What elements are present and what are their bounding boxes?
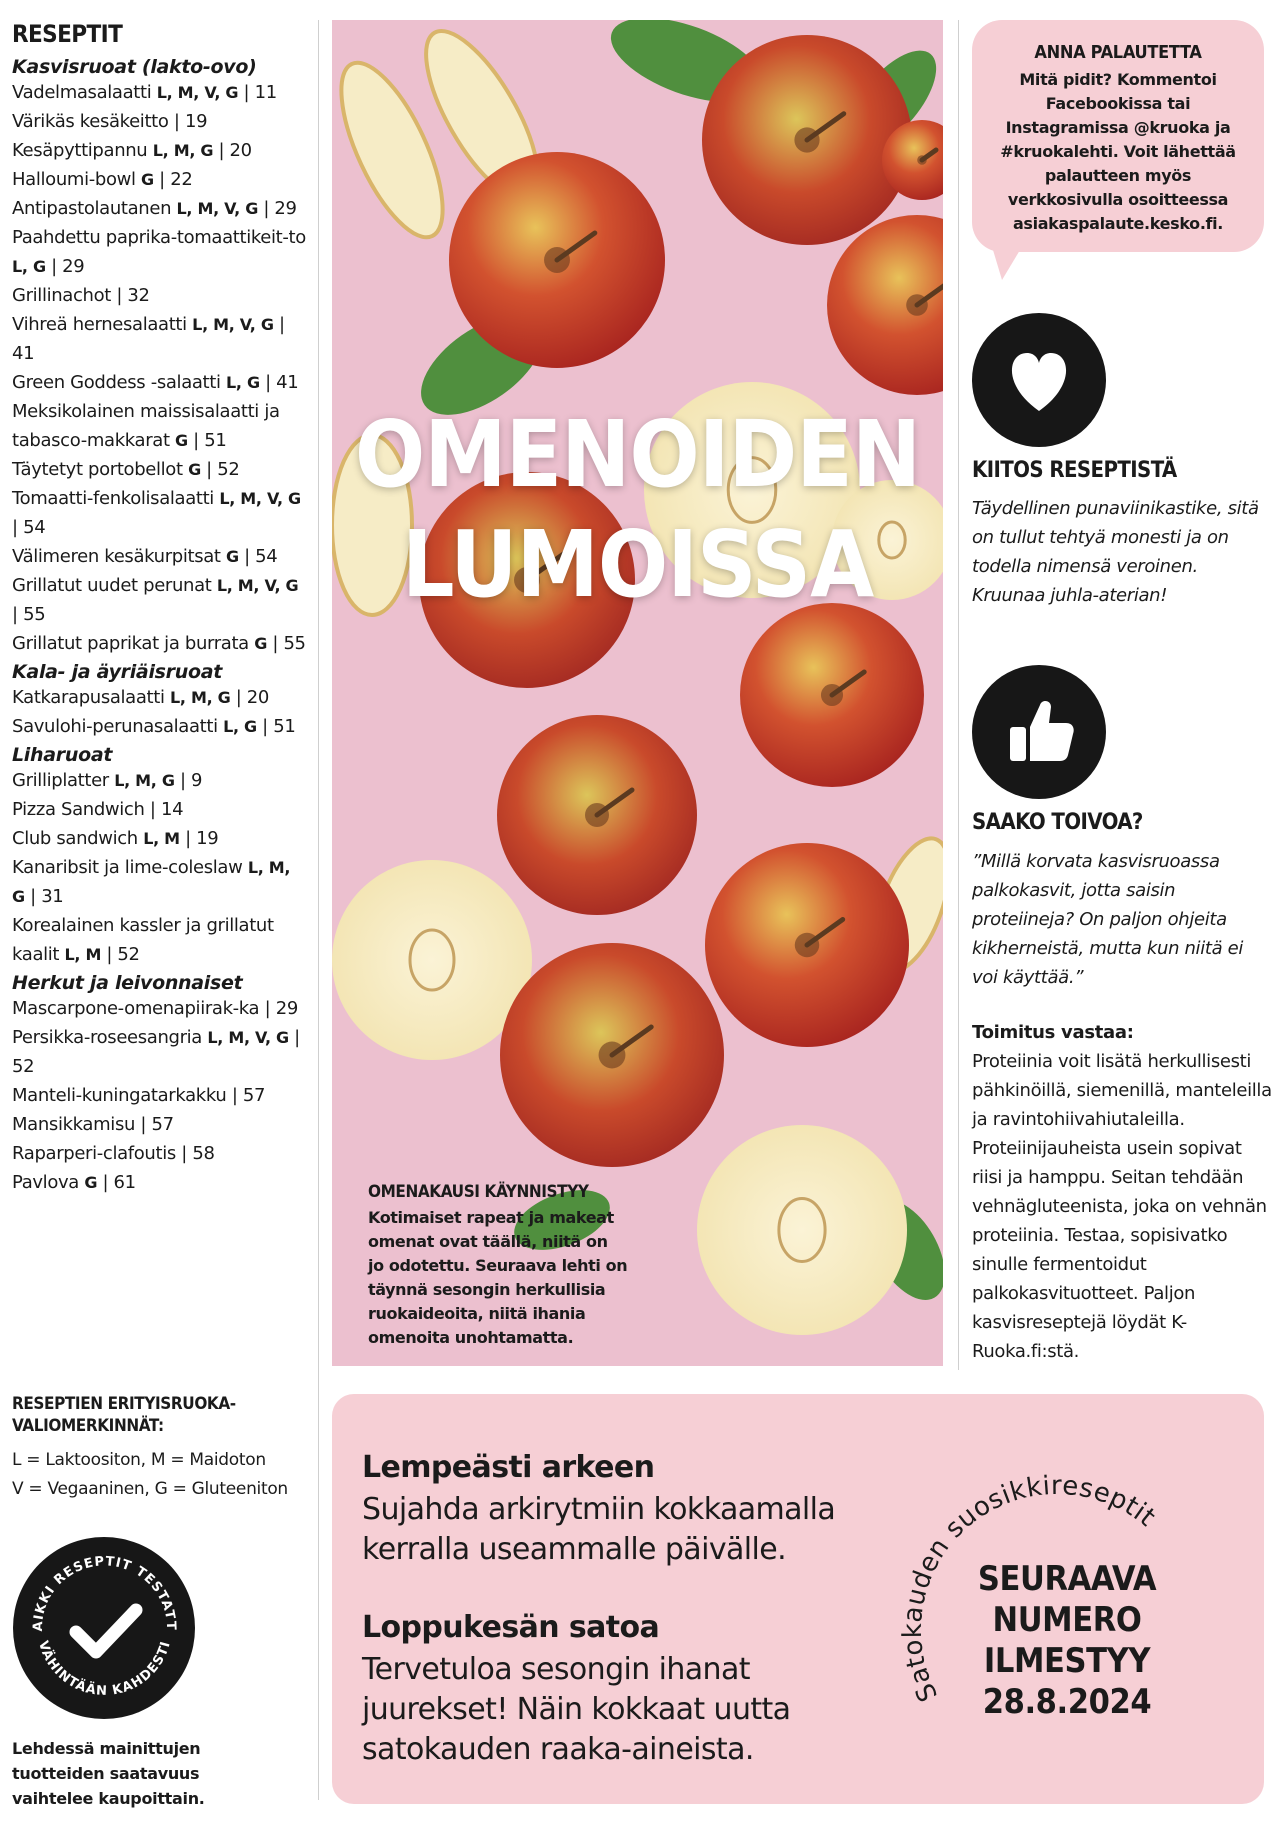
- recipe-name: Meksikolainen maissisalaatti ja tabasco-makkarat: [12, 401, 280, 451]
- recipe-name: Halloumi-bowl: [12, 169, 142, 190]
- recipe-item: [12, 223, 308, 281]
- feature-title-line-2: LUMOISSA: [401, 511, 874, 618]
- diet-tags: L, M, V, G: [176, 199, 264, 218]
- feedback-bubble: [972, 20, 1264, 252]
- editor-reply-title: Toimitus vastaa:: [972, 1022, 1134, 1043]
- svg-text:Satokauden suosikkireseptit: Satokauden suosikkireseptit: [897, 1470, 1162, 1707]
- diet-tags: L, M: [64, 945, 107, 964]
- page-number: | 14: [149, 799, 184, 820]
- diet-tags: L, M, V, G: [216, 576, 299, 595]
- recipe-name: Tomaatti-fenkolisalaatti: [12, 488, 220, 509]
- recipe-item: [12, 629, 308, 658]
- diet-tags: L, M, V, G: [207, 1028, 295, 1047]
- recipe-name: Grilliplatter: [12, 770, 115, 791]
- recipe-item: [12, 1139, 308, 1168]
- apples-illustration: [332, 20, 943, 1366]
- page-number: | 9: [179, 770, 203, 791]
- speech-bubble-tail: [990, 240, 1026, 280]
- page-number: | 61: [102, 1172, 136, 1193]
- recipe-item: [12, 107, 308, 136]
- thumbs-up-icon: [972, 665, 1106, 799]
- recipe-name: Grillatut uudet perunat: [12, 575, 217, 596]
- diet-legend-heading: RESEPTIEN ERITYISRUOKA-VALIOMERKINNÄT:: [12, 1394, 236, 1436]
- tested-badge: [12, 1536, 197, 1721]
- page-number: | 20: [218, 140, 252, 161]
- next-issue-topic-2-title: Loppukesän satoa: [362, 1610, 660, 1645]
- recipe-item: [12, 824, 308, 853]
- apple-half: [332, 860, 532, 1060]
- recipe-category-title: Kasvisruoat (lakto-ovo): [12, 56, 257, 78]
- recipe-name: Antipastolautanen: [12, 198, 177, 219]
- diet-tags: L, G: [226, 373, 266, 392]
- recipe-item: [12, 310, 308, 368]
- page-number: | 29: [51, 256, 85, 277]
- recipe-item: [12, 683, 308, 712]
- recipe-name: Grillatut paprikat ja burrata: [12, 633, 255, 654]
- diet-tags: L, M: [143, 829, 186, 848]
- diet-tags: L, M, V, G: [156, 83, 244, 102]
- feedback-title: ANNA PALAUTETTA: [1034, 42, 1202, 63]
- recipe-name: Vihreä hernesalaatti: [12, 314, 193, 335]
- page-number: | 20: [235, 687, 270, 708]
- recipe-item: [12, 368, 308, 397]
- thanks-text: Täydellinen punaviinikastike, sitä on tullut tehtyä monesti ja on todella nimensä veroinen. Kruunaa juhla-aterian!: [972, 498, 1259, 606]
- diet-tags: G: [254, 634, 273, 653]
- recipe-name: Club sandwich: [12, 828, 144, 849]
- page-number: | 52: [106, 944, 140, 965]
- recipe-name: Kesäpyttipannu: [12, 140, 153, 161]
- diet-tags: L, M, V, G: [219, 489, 301, 508]
- diet-tags: L, M, G: [114, 771, 180, 790]
- recipe-item: [12, 571, 308, 629]
- recipe-name: Paahdettu paprika-tomaattikeit-to: [12, 227, 306, 248]
- recipe-item: [12, 78, 308, 107]
- recipe-item: [12, 281, 308, 310]
- recipe-item: [12, 1081, 308, 1110]
- editor-reply-text: Proteiinia voit lisätä herkullisesti pähkinöillä, siemenillä, manteleilla ja ravintohiivahiutaleilla. Proteiinijauheista usein sopivat riisi ja hamppu. Seitan tehdään vehnägluteenista, joka on vehnän proteiinia. Testaa, sopisivatko sinulle fermentoidut palkokasvituotteet. Paljon kasvisreseptejä löydät K-Ruoka.fi:stä.: [972, 1051, 1272, 1362]
- recipe-name: Manteli-kuningatarkakku: [12, 1085, 232, 1106]
- recipe-name: Grillinachot: [12, 285, 117, 306]
- page-number: | 54: [12, 517, 46, 538]
- page-number: | 19: [173, 111, 208, 132]
- availability-note: Lehdessä mainittujen tuotteiden saatavuus vaihtelee kaupoittain.: [12, 1739, 205, 1808]
- page-number: | 51: [193, 430, 227, 451]
- page-number: | 55: [12, 604, 46, 625]
- recipe-name: Green Goddess -salaatti: [12, 372, 226, 393]
- diet-tags: G: [188, 460, 207, 479]
- diet-tags: L, G: [12, 257, 52, 276]
- recipe-item: [12, 1168, 308, 1197]
- recipe-name: Vadelmasalaatti: [12, 82, 157, 103]
- recipe-name: Savulohi-perunasalaatti: [12, 716, 224, 737]
- diet-legend-line-1: L = Laktoositon, M = Maidoton: [12, 1450, 266, 1470]
- feature-title-line-1: OMENOIDEN: [354, 401, 921, 508]
- diet-tags: G: [225, 547, 245, 566]
- badge-top-text: AIKKI RESEPTIT TESTATT: [30, 1554, 179, 1632]
- diet-tags: L, M, V, G: [192, 315, 279, 334]
- feedback-text: Mitä pidit? Kommentoi Facebookissa tai Instagramissa @kruoka ja #kruokalehti. Voit lähettää palautteen myös verkkosivulla osoitteessa asiakaspalaute.kesko.fi.: [1000, 70, 1236, 233]
- next-issue-topic-2-text: Tervetuloa sesongin ihanat juurekset! Näin kokkaat uutta satokauden raaka-aineista.: [362, 1652, 791, 1767]
- recipe-category-title: Liharuoat: [12, 744, 113, 766]
- diet-legend: [12, 1446, 312, 1504]
- page-number: | 55: [272, 633, 306, 654]
- page-number: | 58: [181, 1143, 215, 1164]
- page-number: | 11: [243, 82, 277, 103]
- page-number: | 41: [265, 372, 299, 393]
- diet-tags: G: [175, 431, 194, 450]
- page-number: | 32: [116, 285, 150, 306]
- page-number: | 41: [12, 314, 285, 364]
- recipe-name: Mansikkamisu: [12, 1114, 141, 1135]
- diet-tags: G: [84, 1173, 103, 1192]
- next-issue-box: [332, 1394, 1264, 1804]
- right-divider: [958, 20, 959, 1370]
- page-number: | 54: [244, 546, 278, 567]
- recipe-category-title: Kala- ja äyriäisruoat: [12, 661, 223, 683]
- page-number: | 51: [262, 716, 296, 737]
- badge-bottom-text: VÄHINTÄÄN KAHDESTI: [35, 1639, 174, 1700]
- recipe-item: [12, 853, 308, 911]
- feature-title: [332, 400, 943, 620]
- recipe-item: [12, 1023, 308, 1081]
- recipe-item: [12, 397, 308, 455]
- page-number: | 52: [12, 1027, 300, 1077]
- next-issue-announcement: SEURAAVA NUMERO ILMESTYY 28.8.2024: [977, 1559, 1157, 1722]
- recipe-item: [12, 165, 308, 194]
- next-issue-topic-1-text: Sujahda arkirytmiin kokkaamalla kerralla useammalle päivälle.: [362, 1492, 836, 1567]
- recipe-index: [12, 20, 308, 1197]
- recipe-item: [12, 1110, 308, 1139]
- page-number: | 29: [263, 198, 297, 219]
- page-number: | 29: [264, 998, 298, 1019]
- diet-tags: G: [141, 170, 160, 189]
- recipe-item: [12, 194, 308, 223]
- wish-title: SAAKO TOIVOA?: [972, 810, 1143, 835]
- page-number: | 31: [30, 886, 64, 907]
- diet-tags: L, M, G: [12, 858, 291, 906]
- diet-tags: L, G: [223, 717, 263, 736]
- recipe-item: [12, 795, 308, 824]
- next-issue-topic-1-title: Lempeästi arkeen: [362, 1450, 655, 1485]
- diet-legend-line-2: V = Vegaaninen, G = Gluteeniton: [12, 1479, 288, 1499]
- recipes-heading: RESEPTIT: [12, 20, 123, 48]
- page-number: | 57: [231, 1085, 266, 1106]
- wish-text: ”Millä korvata kasvisruoassa palkokasvit, jotta saisin proteiineja? On paljon ohjeita kikherneistä, mutta kun niitä ei voi käyttää.”: [972, 851, 1243, 988]
- recipe-list: [12, 56, 308, 1197]
- page-number: | 52: [206, 459, 240, 480]
- recipe-name: Persikka-roseesangria: [12, 1027, 208, 1048]
- recipe-name: Raparperi-clafoutis: [12, 1143, 182, 1164]
- recipe-name: Kanaribsit ja lime-coleslaw: [12, 857, 248, 878]
- page-number: | 19: [185, 828, 219, 849]
- recipe-item: [12, 136, 308, 165]
- page-number: | 22: [159, 169, 193, 190]
- recipe-name: Katkarapusalaatti: [12, 687, 170, 708]
- apple-season-box: [368, 1182, 628, 1350]
- recipe-item: [12, 766, 308, 795]
- recipe-item: [12, 542, 308, 571]
- apple-season-text: Kotimaiset rapeat ja makeat omenat ovat täällä, niitä on jo odotettu. Seuraava lehti on täynnä sesongin herkullisia ruokaideoita, niitä ihania omenoita unohtamatta.: [368, 1208, 628, 1347]
- recipe-item: [12, 455, 308, 484]
- recipe-name: Korealainen kassler ja grillatut kaalit: [12, 915, 274, 965]
- apple-season-title: OMENAKAUSI KÄYNNISTYY: [368, 1182, 589, 1202]
- recipe-name: Pizza Sandwich: [12, 799, 150, 820]
- left-divider: [318, 20, 319, 1800]
- recipe-category-title: Herkut ja leivonnaiset: [12, 972, 243, 994]
- recipe-item: [12, 712, 308, 741]
- page-number: | 57: [140, 1114, 174, 1135]
- apple-half: [697, 1125, 907, 1335]
- recipe-name: Mascarpone-omenapiirak-ka: [12, 998, 265, 1019]
- heart-icon: [972, 313, 1106, 447]
- diet-tags: L, M, G: [170, 688, 236, 707]
- recipe-name: Pavlova: [12, 1172, 85, 1193]
- recipe-item: [12, 994, 308, 1023]
- recipe-name: Välimeren kesäkurpitsat: [12, 546, 226, 567]
- diet-tags: L, M, G: [152, 141, 219, 160]
- recipe-item: [12, 911, 308, 969]
- recipe-name: Täytetyt portobellot: [12, 459, 189, 480]
- apple-photo: [332, 20, 943, 1366]
- recipe-name: Värikäs kesäkeitto: [12, 111, 174, 132]
- thanks-title: KIITOS RESEPTISTÄ: [972, 458, 1177, 483]
- recipe-item: [12, 484, 308, 542]
